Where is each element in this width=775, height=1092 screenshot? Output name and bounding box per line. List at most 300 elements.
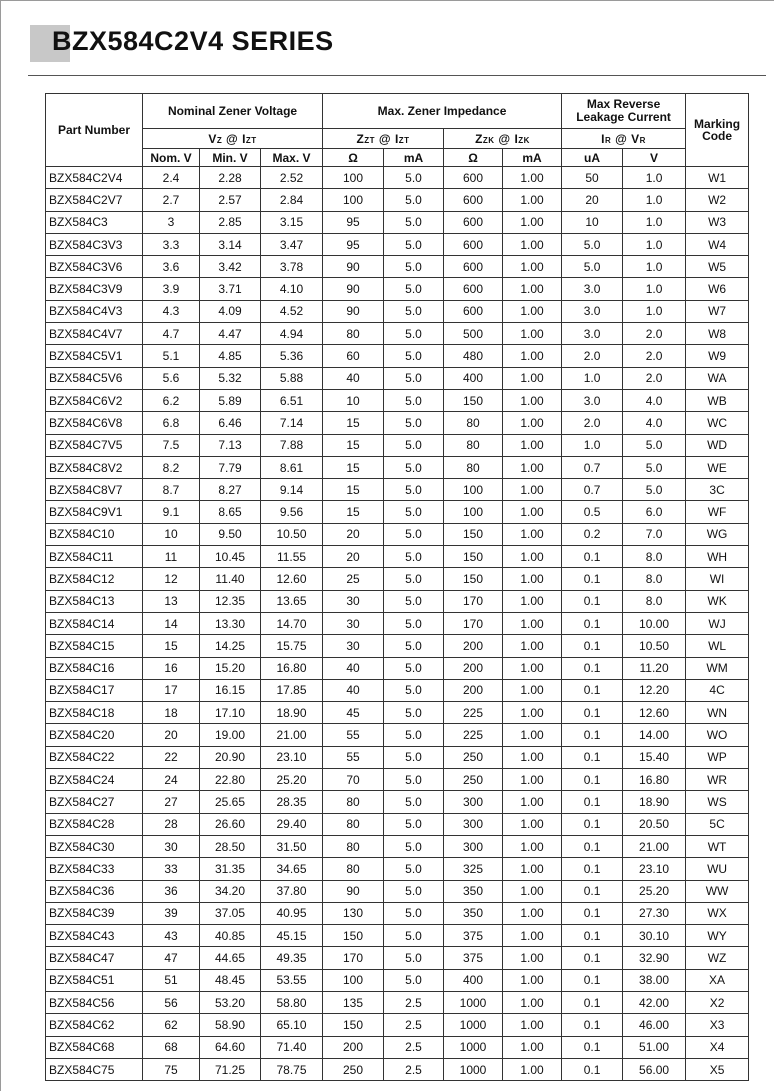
table-row [46, 367, 749, 389]
cell-vr: 10.50 [623, 635, 686, 657]
cell-vr: 1.0 [623, 167, 686, 189]
cell-part-number: BZX584C39 [46, 902, 143, 924]
cell-zzk: 375 [444, 947, 503, 969]
cell-nom-v: 5.1 [143, 345, 200, 367]
cell-zzk: 100 [444, 479, 503, 501]
cell-nom-v: 7.5 [143, 434, 200, 456]
cell-izk: 1.00 [503, 947, 562, 969]
cell-zzk: 170 [444, 612, 503, 634]
cell-ir: 0.1 [562, 769, 623, 791]
cell-izk: 1.00 [503, 412, 562, 434]
cell-izk: 1.00 [503, 813, 562, 835]
cell-zzt: 80 [323, 791, 384, 813]
cell-ir: 0.1 [562, 724, 623, 746]
cell-max-v: 71.40 [261, 1036, 323, 1058]
cell-zzt: 40 [323, 679, 384, 701]
cell-min-v: 2.57 [200, 189, 261, 211]
table-row [46, 679, 749, 701]
cell-part-number: BZX584C27 [46, 791, 143, 813]
table-row [46, 345, 749, 367]
cell-izt: 5.0 [384, 657, 444, 679]
cell-min-v: 22.80 [200, 769, 261, 791]
cell-zzt: 15 [323, 456, 384, 478]
table-row [46, 256, 749, 278]
cell-marking-code: X4 [686, 1036, 749, 1058]
cell-min-v: 2.85 [200, 211, 261, 233]
cell-part-number: BZX584C2V4 [46, 167, 143, 189]
cell-vr: 2.0 [623, 345, 686, 367]
cell-min-v: 2.28 [200, 167, 261, 189]
cell-vr: 8.0 [623, 546, 686, 568]
cell-part-number: BZX584C10 [46, 523, 143, 545]
cell-nom-v: 33 [143, 858, 200, 880]
cell-part-number: BZX584C18 [46, 702, 143, 724]
cell-marking-code: W7 [686, 300, 749, 322]
cell-izt: 5.0 [384, 345, 444, 367]
table-row [46, 612, 749, 634]
cell-zzt: 95 [323, 211, 384, 233]
cell-izk: 1.00 [503, 769, 562, 791]
cell-zzt: 95 [323, 233, 384, 255]
header-marking-line2: Code [702, 129, 733, 143]
cell-nom-v: 9.1 [143, 501, 200, 523]
cell-zzk: 480 [444, 345, 503, 367]
cell-zzt: 90 [323, 880, 384, 902]
cell-zzt: 55 [323, 746, 384, 768]
cell-vr: 46.00 [623, 1014, 686, 1036]
cell-zzt: 45 [323, 702, 384, 724]
cell-zzk: 250 [444, 769, 503, 791]
cell-zzt: 20 [323, 546, 384, 568]
cell-nom-v: 2.7 [143, 189, 200, 211]
header-max-reverse-line1: Max Reverse [586, 97, 661, 111]
header-row-conditions [46, 129, 749, 149]
cell-min-v: 12.35 [200, 590, 261, 612]
cell-nom-v: 3.3 [143, 233, 200, 255]
cell-min-v: 4.09 [200, 300, 261, 322]
cell-zzt: 20 [323, 523, 384, 545]
cell-vr: 12.20 [623, 679, 686, 701]
cell-izt: 5.0 [384, 902, 444, 924]
cell-nom-v: 30 [143, 835, 200, 857]
cell-izk: 1.00 [503, 389, 562, 411]
table-row [46, 189, 749, 211]
cell-nom-v: 5.6 [143, 367, 200, 389]
cell-part-number: BZX584C20 [46, 724, 143, 746]
cell-vr: 6.0 [623, 501, 686, 523]
table-row [46, 835, 749, 857]
cell-part-number: BZX584C8V2 [46, 456, 143, 478]
cell-izt: 5.0 [384, 546, 444, 568]
header-max-reverse-leakage [562, 94, 686, 129]
cell-izt: 5.0 [384, 947, 444, 969]
cell-min-v: 10.45 [200, 546, 261, 568]
cell-zzk: 1000 [444, 1036, 503, 1058]
cell-ir: 10 [562, 211, 623, 233]
cell-max-v: 12.60 [261, 568, 323, 590]
header-marking-code [686, 94, 749, 167]
cell-marking-code: WZ [686, 947, 749, 969]
cell-vr: 5.0 [623, 456, 686, 478]
cell-nom-v: 4.7 [143, 323, 200, 345]
cell-min-v: 14.25 [200, 635, 261, 657]
cell-marking-code: XA [686, 969, 749, 991]
cell-vr: 14.00 [623, 724, 686, 746]
cell-zzk: 80 [444, 434, 503, 456]
table-row [46, 991, 749, 1013]
cell-izt: 5.0 [384, 167, 444, 189]
unit-max-v: Max. V [261, 149, 323, 167]
page-title: BZX584C2V4 SERIES [52, 26, 334, 56]
table-row [46, 969, 749, 991]
cell-izt: 5.0 [384, 925, 444, 947]
cell-izk: 1.00 [503, 568, 562, 590]
cell-marking-code: X3 [686, 1014, 749, 1036]
unit-zzt-ohm: Ω [323, 149, 384, 167]
cell-part-number: BZX584C3V6 [46, 256, 143, 278]
table-row [46, 1058, 749, 1080]
cell-izt: 5.0 [384, 880, 444, 902]
cell-max-v: 9.56 [261, 501, 323, 523]
cell-max-v: 18.90 [261, 702, 323, 724]
cell-nom-v: 12 [143, 568, 200, 590]
cell-part-number: BZX584C5V6 [46, 367, 143, 389]
table-row [46, 880, 749, 902]
cell-max-v: 16.80 [261, 657, 323, 679]
cell-max-v: 4.10 [261, 278, 323, 300]
cell-max-v: 6.51 [261, 389, 323, 411]
cell-zzk: 350 [444, 880, 503, 902]
cell-izt: 5.0 [384, 189, 444, 211]
cell-ir: 0.1 [562, 568, 623, 590]
cell-part-number: BZX584C11 [46, 546, 143, 568]
cell-izt: 5.0 [384, 412, 444, 434]
cell-min-v: 8.65 [200, 501, 261, 523]
table-row [46, 746, 749, 768]
header-max-zener-impedance: Max. Zener Impedance [323, 94, 562, 129]
cell-nom-v: 43 [143, 925, 200, 947]
cell-nom-v: 6.2 [143, 389, 200, 411]
cell-max-v: 7.88 [261, 434, 323, 456]
cell-marking-code: WW [686, 880, 749, 902]
cell-max-v: 13.65 [261, 590, 323, 612]
table-row [46, 568, 749, 590]
cell-zzt: 70 [323, 769, 384, 791]
cell-nom-v: 68 [143, 1036, 200, 1058]
cell-nom-v: 62 [143, 1014, 200, 1036]
cell-min-v: 31.35 [200, 858, 261, 880]
cell-vr: 56.00 [623, 1058, 686, 1080]
cell-zzk: 1000 [444, 1014, 503, 1036]
header-marking-line1: Marking [694, 117, 741, 131]
cell-max-v: 10.50 [261, 523, 323, 545]
cell-izt: 5.0 [384, 590, 444, 612]
cell-izk: 1.00 [503, 501, 562, 523]
cell-marking-code: WN [686, 702, 749, 724]
cell-part-number: BZX584C68 [46, 1036, 143, 1058]
table-row [46, 858, 749, 880]
cell-max-v: 65.10 [261, 1014, 323, 1036]
cell-nom-v: 75 [143, 1058, 200, 1080]
cell-marking-code: WA [686, 367, 749, 389]
table-row [46, 702, 749, 724]
cell-nom-v: 27 [143, 791, 200, 813]
table-row [46, 813, 749, 835]
cell-ir: 0.1 [562, 1036, 623, 1058]
title-divider [28, 75, 766, 76]
cell-izk: 1.00 [503, 323, 562, 345]
cell-part-number: BZX584C4V3 [46, 300, 143, 322]
cell-ir: 0.1 [562, 657, 623, 679]
cell-izk: 1.00 [503, 167, 562, 189]
table-row [46, 724, 749, 746]
cell-marking-code: WD [686, 434, 749, 456]
cell-vr: 4.0 [623, 412, 686, 434]
cell-vr: 51.00 [623, 1036, 686, 1058]
cell-part-number: BZX584C3 [46, 211, 143, 233]
cell-part-number: BZX584C43 [46, 925, 143, 947]
cell-izt: 5.0 [384, 813, 444, 835]
cell-izt: 2.5 [384, 1036, 444, 1058]
cell-izt: 5.0 [384, 278, 444, 300]
cell-izk: 1.00 [503, 835, 562, 857]
cell-vr: 2.0 [623, 323, 686, 345]
cell-part-number: BZX584C5V1 [46, 345, 143, 367]
cell-marking-code: W6 [686, 278, 749, 300]
cell-part-number: BZX584C17 [46, 679, 143, 701]
cell-max-v: 23.10 [261, 746, 323, 768]
cell-max-v: 5.36 [261, 345, 323, 367]
cell-ir: 1.0 [562, 434, 623, 456]
cell-part-number: BZX584C12 [46, 568, 143, 590]
cell-izk: 1.00 [503, 211, 562, 233]
cell-marking-code: W3 [686, 211, 749, 233]
cell-zzk: 150 [444, 523, 503, 545]
cell-izk: 1.00 [503, 233, 562, 255]
cell-marking-code: W4 [686, 233, 749, 255]
cell-part-number: BZX584C22 [46, 746, 143, 768]
cell-max-v: 4.94 [261, 323, 323, 345]
cell-max-v: 8.61 [261, 456, 323, 478]
cell-zzt: 40 [323, 657, 384, 679]
cell-min-v: 28.50 [200, 835, 261, 857]
cell-part-number: BZX584C24 [46, 769, 143, 791]
cell-vr: 7.0 [623, 523, 686, 545]
cell-ir: 0.1 [562, 1014, 623, 1036]
cell-ir: 2.0 [562, 412, 623, 434]
cell-izt: 5.0 [384, 211, 444, 233]
cell-izt: 5.0 [384, 434, 444, 456]
table-row [46, 523, 749, 545]
cell-marking-code: W2 [686, 189, 749, 211]
cell-vr: 5.0 [623, 434, 686, 456]
cell-zzt: 100 [323, 167, 384, 189]
cell-min-v: 9.50 [200, 523, 261, 545]
cell-min-v: 48.45 [200, 969, 261, 991]
cell-min-v: 71.25 [200, 1058, 261, 1080]
cell-vr: 8.0 [623, 568, 686, 590]
cell-zzt: 100 [323, 969, 384, 991]
table-row [46, 1014, 749, 1036]
cell-part-number: BZX584C4V7 [46, 323, 143, 345]
cell-part-number: BZX584C9V1 [46, 501, 143, 523]
cell-nom-v: 17 [143, 679, 200, 701]
cell-min-v: 3.14 [200, 233, 261, 255]
cell-ir: 0.1 [562, 702, 623, 724]
header-row-units [46, 149, 749, 167]
table-row [46, 902, 749, 924]
cell-marking-code: 3C [686, 479, 749, 501]
cell-ir: 0.1 [562, 902, 623, 924]
cell-izk: 1.00 [503, 1058, 562, 1080]
cell-marking-code: WY [686, 925, 749, 947]
cell-zzt: 80 [323, 835, 384, 857]
cell-izk: 1.00 [503, 635, 562, 657]
cell-max-v: 3.15 [261, 211, 323, 233]
cell-zzk: 600 [444, 167, 503, 189]
cell-max-v: 40.95 [261, 902, 323, 924]
cell-ir: 0.5 [562, 501, 623, 523]
table-row [46, 389, 749, 411]
table-row [46, 323, 749, 345]
cell-part-number: BZX584C8V7 [46, 479, 143, 501]
cell-nom-v: 56 [143, 991, 200, 1013]
cell-min-v: 19.00 [200, 724, 261, 746]
cell-nom-v: 8.7 [143, 479, 200, 501]
cell-marking-code: W9 [686, 345, 749, 367]
cell-izk: 1.00 [503, 657, 562, 679]
cell-zzt: 80 [323, 858, 384, 880]
table-row [46, 211, 749, 233]
cell-marking-code: W1 [686, 167, 749, 189]
cell-nom-v: 24 [143, 769, 200, 791]
cell-zzk: 150 [444, 389, 503, 411]
cell-ir: 0.1 [562, 679, 623, 701]
cell-zzk: 300 [444, 791, 503, 813]
cell-zzt: 80 [323, 323, 384, 345]
cell-min-v: 13.30 [200, 612, 261, 634]
header-zzt-at-izt: ZZT @ IZT [323, 129, 444, 149]
cell-max-v: 37.80 [261, 880, 323, 902]
cell-ir: 3.0 [562, 389, 623, 411]
table-row [46, 635, 749, 657]
table-row [46, 300, 749, 322]
cell-vr: 21.00 [623, 835, 686, 857]
cell-vr: 4.0 [623, 389, 686, 411]
cell-max-v: 53.55 [261, 969, 323, 991]
cell-zzk: 500 [444, 323, 503, 345]
cell-min-v: 3.71 [200, 278, 261, 300]
cell-ir: 0.1 [562, 746, 623, 768]
cell-izt: 5.0 [384, 523, 444, 545]
cell-vr: 5.0 [623, 479, 686, 501]
cell-izt: 5.0 [384, 769, 444, 791]
cell-izt: 5.0 [384, 456, 444, 478]
cell-vr: 1.0 [623, 278, 686, 300]
cell-min-v: 17.10 [200, 702, 261, 724]
cell-vr: 2.0 [623, 367, 686, 389]
cell-vr: 18.90 [623, 791, 686, 813]
cell-izk: 1.00 [503, 858, 562, 880]
cell-izk: 1.00 [503, 612, 562, 634]
cell-ir: 0.1 [562, 925, 623, 947]
cell-marking-code: WC [686, 412, 749, 434]
cell-ir: 5.0 [562, 256, 623, 278]
cell-nom-v: 11 [143, 546, 200, 568]
cell-izk: 1.00 [503, 702, 562, 724]
cell-izk: 1.00 [503, 902, 562, 924]
cell-min-v: 6.46 [200, 412, 261, 434]
cell-zzk: 100 [444, 501, 503, 523]
cell-max-v: 49.35 [261, 947, 323, 969]
cell-ir: 50 [562, 167, 623, 189]
cell-marking-code: WE [686, 456, 749, 478]
unit-izk-ma: mA [503, 149, 562, 167]
cell-ir: 0.7 [562, 479, 623, 501]
cell-ir: 0.1 [562, 791, 623, 813]
cell-vr: 25.20 [623, 880, 686, 902]
cell-nom-v: 20 [143, 724, 200, 746]
cell-izt: 5.0 [384, 367, 444, 389]
cell-max-v: 7.14 [261, 412, 323, 434]
cell-izt: 5.0 [384, 479, 444, 501]
cell-izk: 1.00 [503, 434, 562, 456]
cell-marking-code: WL [686, 635, 749, 657]
cell-zzt: 170 [323, 947, 384, 969]
cell-marking-code: WR [686, 769, 749, 791]
cell-zzk: 325 [444, 858, 503, 880]
cell-zzk: 300 [444, 835, 503, 857]
cell-ir: 0.1 [562, 612, 623, 634]
header-ir-at-vr: IR @ VR [562, 129, 686, 149]
cell-vr: 15.40 [623, 746, 686, 768]
cell-izt: 2.5 [384, 1058, 444, 1080]
cell-izk: 1.00 [503, 456, 562, 478]
cell-zzt: 30 [323, 590, 384, 612]
cell-max-v: 2.52 [261, 167, 323, 189]
cell-part-number: BZX584C6V2 [46, 389, 143, 411]
cell-zzt: 15 [323, 412, 384, 434]
cell-max-v: 2.84 [261, 189, 323, 211]
cell-izk: 1.00 [503, 991, 562, 1013]
table-row [46, 925, 749, 947]
cell-ir: 0.7 [562, 456, 623, 478]
cell-izk: 1.00 [503, 969, 562, 991]
cell-ir: 0.1 [562, 546, 623, 568]
table-row [46, 233, 749, 255]
cell-min-v: 5.89 [200, 389, 261, 411]
cell-nom-v: 2.4 [143, 167, 200, 189]
cell-min-v: 20.90 [200, 746, 261, 768]
cell-izk: 1.00 [503, 1036, 562, 1058]
cell-ir: 0.1 [562, 991, 623, 1013]
cell-zzt: 150 [323, 925, 384, 947]
cell-part-number: BZX584C56 [46, 991, 143, 1013]
cell-zzk: 600 [444, 300, 503, 322]
cell-marking-code: WK [686, 590, 749, 612]
table-row [46, 501, 749, 523]
cell-min-v: 44.65 [200, 947, 261, 969]
cell-part-number: BZX584C14 [46, 612, 143, 634]
cell-zzk: 400 [444, 367, 503, 389]
cell-ir: 0.2 [562, 523, 623, 545]
cell-zzk: 300 [444, 813, 503, 835]
cell-marking-code: WH [686, 546, 749, 568]
cell-zzt: 135 [323, 991, 384, 1013]
cell-max-v: 45.15 [261, 925, 323, 947]
table-row [46, 167, 749, 189]
cell-max-v: 14.70 [261, 612, 323, 634]
